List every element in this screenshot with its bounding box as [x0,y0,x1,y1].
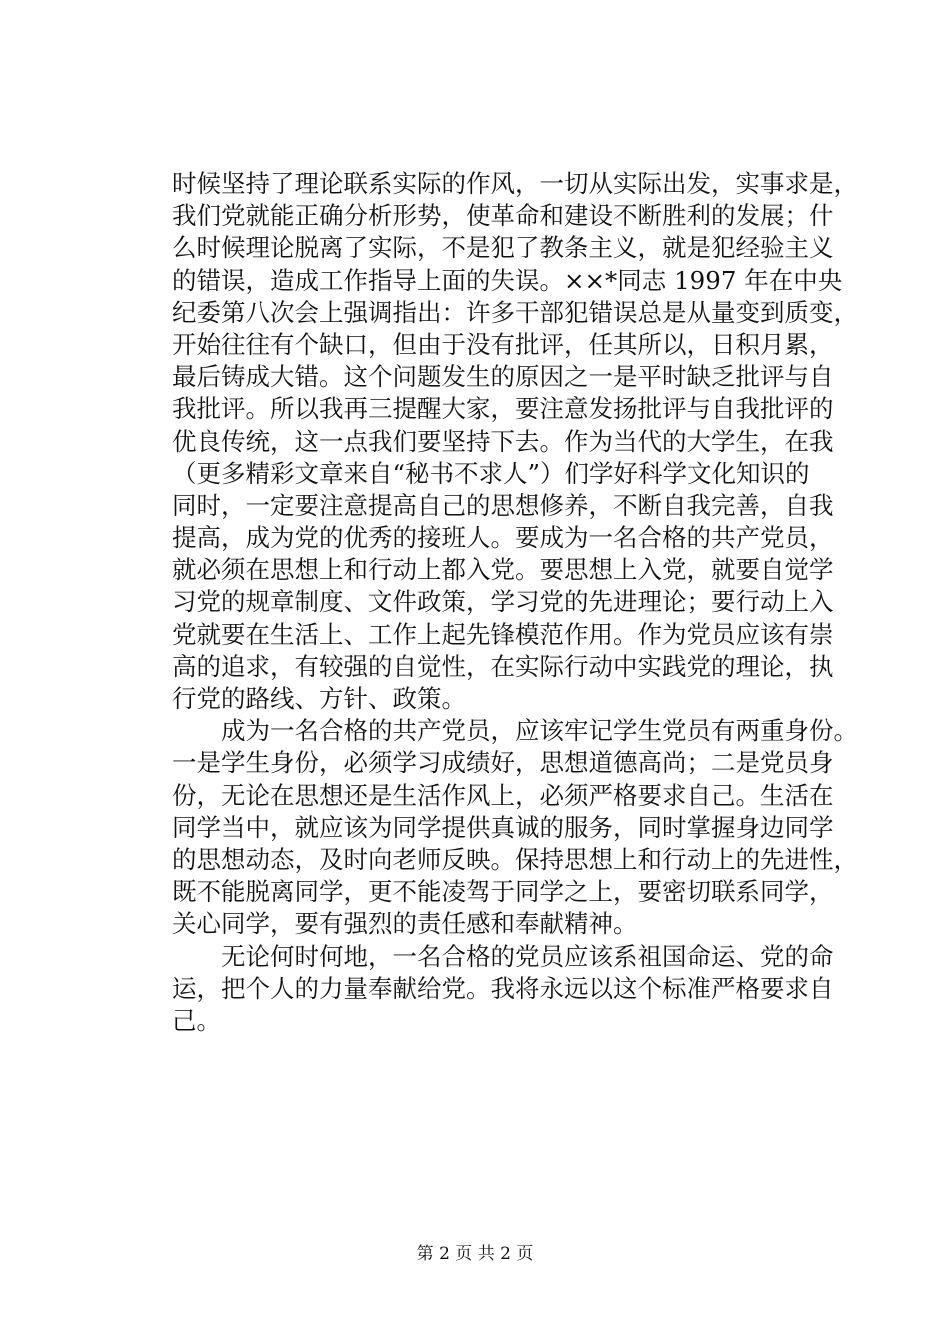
text-line: 么时候理论脱离了实际，不是犯了教条主义，就是犯经验主义 [172,233,834,263]
page-footer: 第 2 页 共 2 页 [416,1244,534,1264]
text-line: 既不能脱离同学，更不能凌驾于同学之上，要密切联系同学， [172,877,834,907]
text-line: 运，把个人的力量奉献给党。我将永远以这个标准严格要求自 [172,973,834,1003]
text-line: 最后铸成大错。这个问题发生的原因之一是平时缺乏批评与自 [172,362,834,392]
text-line: 成为一名合格的共产党员，应该牢记学生党员有两重身份。 [172,716,858,746]
text-line: （更多精彩文章来自“秘书不求人”）们学好科学文化知识的 [172,458,810,488]
text-line: 无论何时何地，一名合格的党员应该系祖国命运、党的命 [172,941,834,971]
text-line: 开始往往有个缺口，但由于没有批评，任其所以，日积月累， [172,329,834,359]
text-line: 习党的规章制度、文件政策，学习党的先进理论；要行动上入 [172,587,834,617]
text-line: 党就要在生活上、工作上起先锋模范作用。作为党员应该有崇 [172,619,834,649]
text-line: 我们党就能正确分析形势，使革命和建设不断胜利的发展；什 [172,201,834,231]
text-line: 关心同学，要有强烈的责任感和奉献精神。 [172,909,638,939]
text-line: 就必须在思想上和行动上都入党。要思想上入党，就要自觉学 [172,555,834,585]
text-line: 行党的路线、方针、政策。 [172,684,466,713]
text-line: 份，无论在思想还是生活作风上，必须严格要求自己。生活在 [172,780,834,810]
text-line: 时候坚持了理论联系实际的作风，一切从实际出发，实事求是， [172,169,858,198]
text-line: 优良传统，这一点我们要坚持下去。作为当代的大学生，在我 [172,426,834,456]
text-line: 我批评。所以我再三提醒大家，要注意发扬批评与自我批评的 [172,394,834,424]
text-line: 的思想动态，及时向老师反映。保持思想上和行动上的先进性， [172,844,858,874]
text-line: 己。 [172,1005,221,1035]
text-line: 的错误，造成工作指导上面的失误。××*同志 1997 年在中央 [172,265,843,295]
text-line: 一是学生身份，必须学习成绩好，思想道德高尚；二是党员身 [172,748,834,778]
text-line: 同学当中，就应该为同学提供真诚的服务，同时掌握身边同学 [172,812,834,842]
text-line: 提高，成为党的优秀的接班人。要成为一名合格的共产党员， [172,523,834,553]
body-text [172,168,858,1037]
text-line: 同时，一定要注意提高自己的思想修养，不断自我完善，自我 [172,490,834,520]
text-line: 高的追求，有较强的自觉性，在实际行动中实践党的理论，执 [172,651,834,681]
text-line: 纪委第八次会上强调指出：许多干部犯错误总是从量变到质变， [172,297,858,327]
